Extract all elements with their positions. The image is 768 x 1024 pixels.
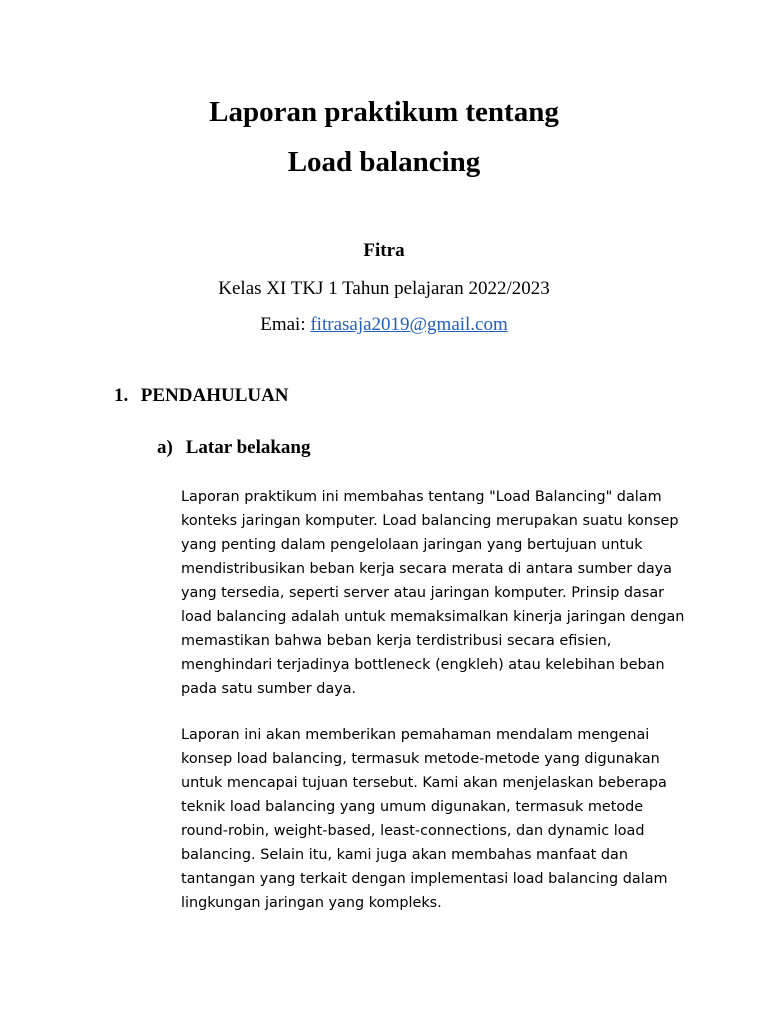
paragraph-line: balancing. Selain itu, kami juga akan membahas manfaat dan	[181, 847, 628, 863]
paragraph-line: konteks jaringan komputer. Load balancing merupakan suatu konsep	[181, 513, 679, 529]
author-name: Fitra	[363, 240, 405, 261]
email-label: Emai:	[260, 314, 306, 335]
class-info: Kelas XI TKJ 1 Tahun pelajaran 2022/2023	[218, 278, 550, 299]
paragraph-line: lingkungan jaringan yang kompleks.	[181, 895, 442, 911]
paragraph-line: memastikan bahwa beban kerja terdistribusi secara efisien,	[181, 633, 612, 649]
paragraph-2	[181, 723, 681, 915]
paragraph-line: yang penting dalam pengelolaan jaringan yang bertujuan untuk	[181, 537, 643, 553]
document-title-line2: Load balancing	[287, 146, 481, 178]
section-number: 1.	[114, 385, 129, 406]
paragraph-line: mendistribusikan beban kerja secara merata di antara sumber daya	[181, 561, 672, 577]
paragraph-line: konsep load balancing, termasuk metode-metode yang digunakan	[181, 751, 660, 767]
paragraph-line: load balancing adalah untuk memaksimalkan kinerja jaringan dengan	[181, 609, 685, 625]
paragraph-line: teknik load balancing yang umum digunakan, termasuk metode	[181, 799, 644, 815]
paragraph-1	[181, 485, 685, 701]
paragraph-line: Laporan praktikum ini membahas tentang "Load Balancing" dalam	[181, 489, 662, 505]
paragraph-line: yang tersedia, seperti server atau jaringan komputer. Prinsip dasar	[181, 585, 665, 601]
subsection-number: a)	[157, 437, 173, 458]
paragraph-line: untuk mencapai tujuan tersebut. Kami akan menjelaskan beberapa	[181, 775, 667, 791]
section-heading	[114, 385, 289, 407]
paragraph-line: menghindari terjadinya bottleneck (engkleh) atau kelebihan beban	[181, 657, 665, 673]
email-line	[0, 314, 768, 336]
section-title: PENDAHULUAN	[140, 385, 289, 406]
paragraph-line: pada satu sumber daya.	[181, 681, 357, 697]
paragraph-line: tantangan yang terkait dengan implementasi load balancing dalam	[181, 871, 668, 887]
email-link[interactable]: fitrasaja2019@gmail.com	[310, 314, 508, 335]
document-title-line1: Laporan praktikum tentang	[209, 96, 559, 128]
subsection-heading	[157, 437, 311, 459]
paragraph-line: round-robin, weight-based, least-connections, dan dynamic load	[181, 823, 645, 839]
paragraph-line: Laporan ini akan memberikan pemahaman mendalam mengenai	[181, 727, 650, 743]
subsection-title: Latar belakang	[185, 437, 311, 458]
